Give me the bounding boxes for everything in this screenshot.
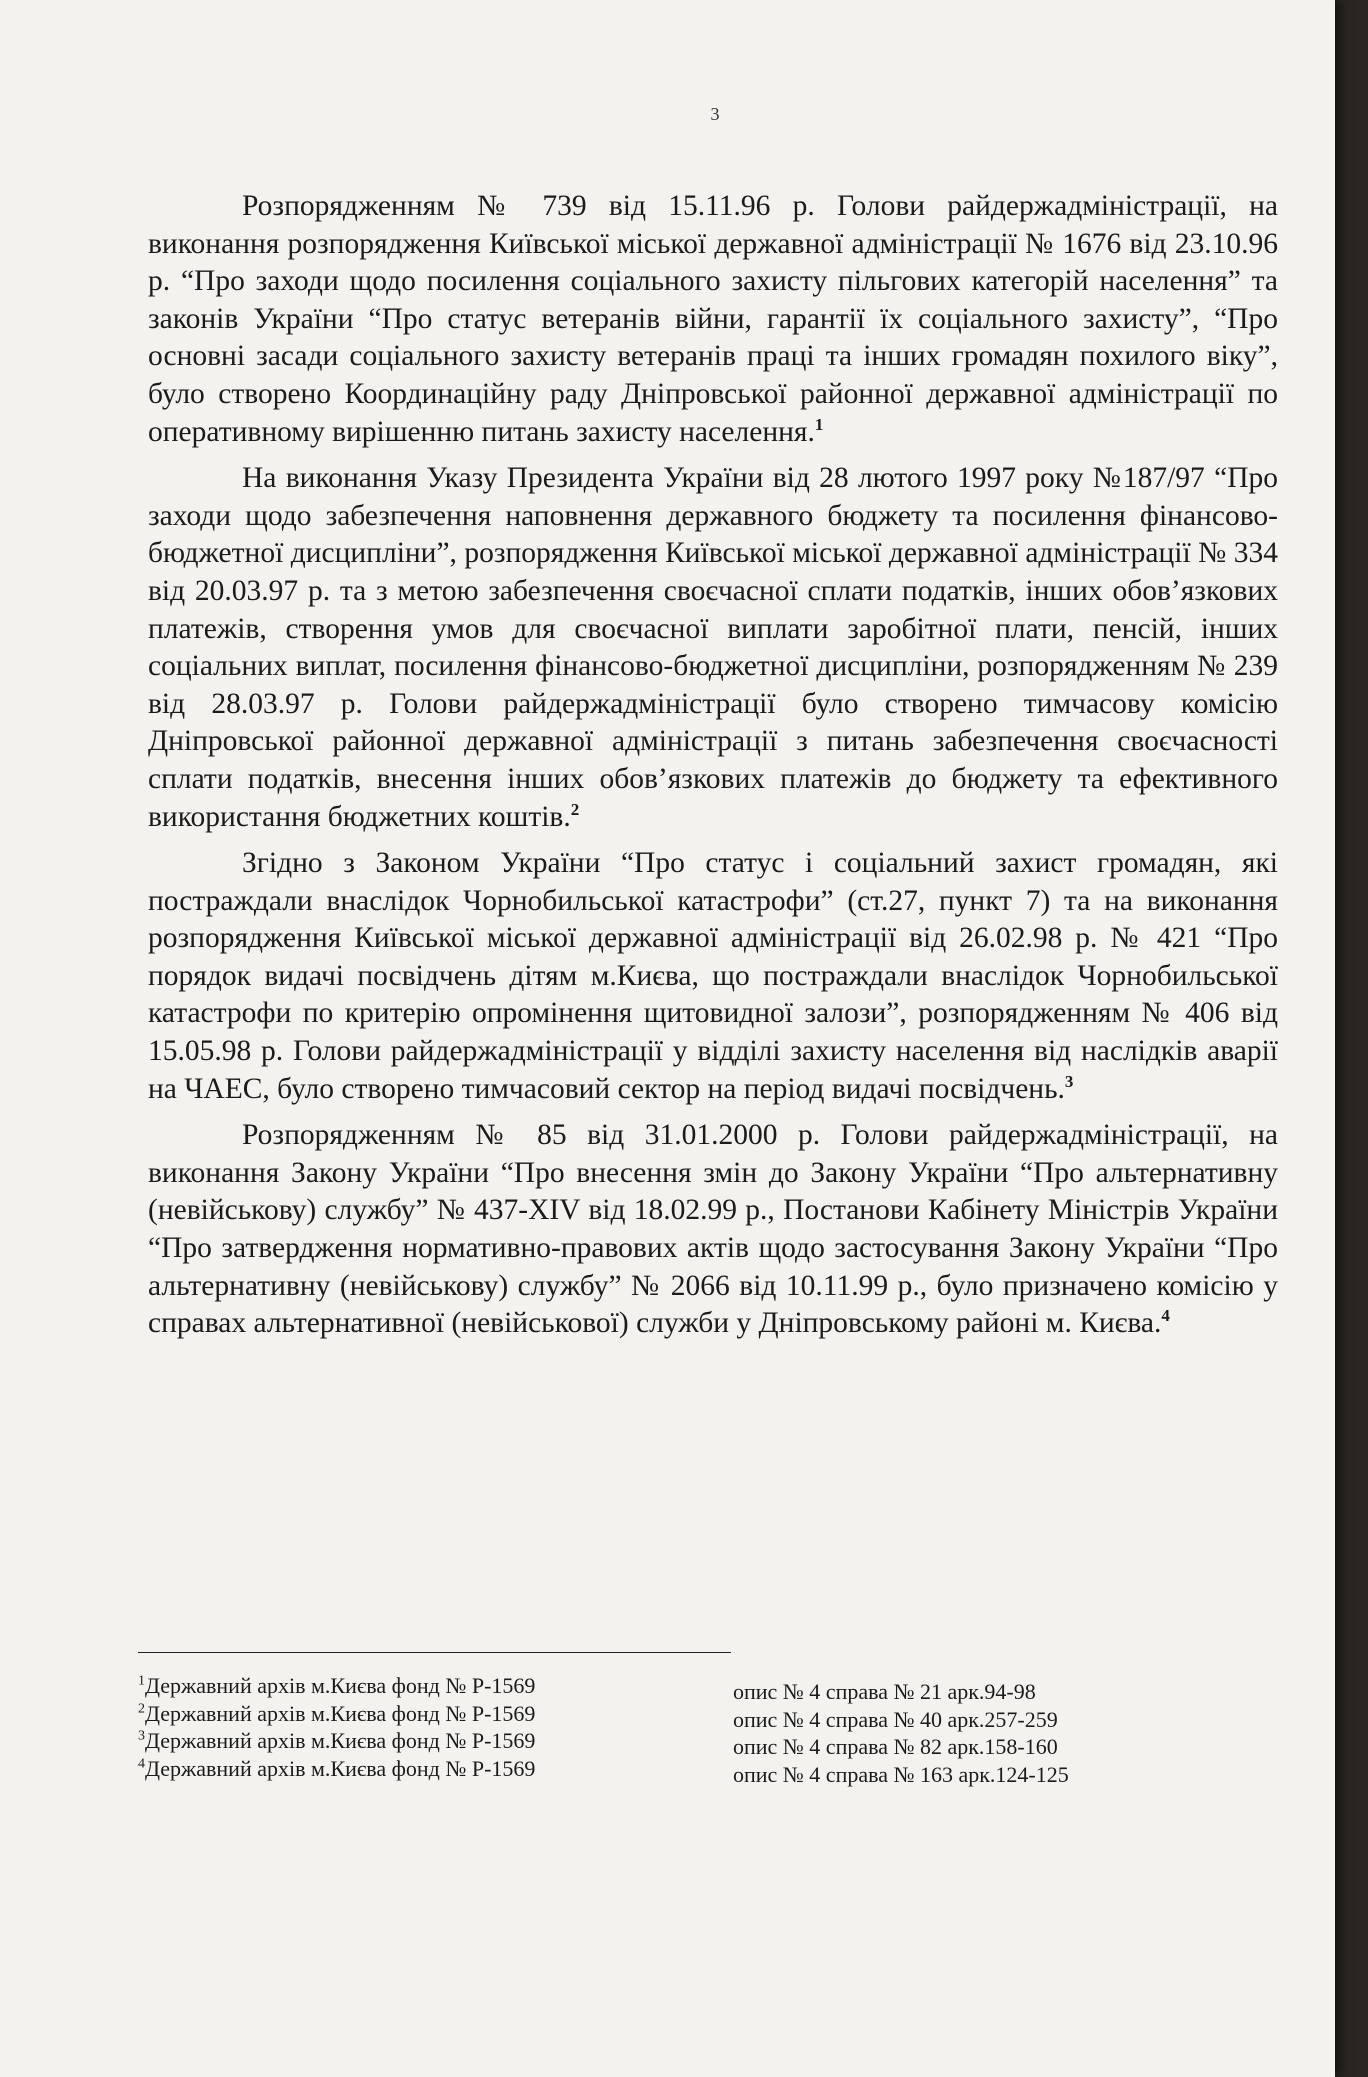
- footnote-ref: 1: [814, 414, 824, 434]
- footnote-ref: 4: [1161, 1306, 1170, 1326]
- footnote-source: [138, 1672, 535, 1700]
- footnote-source-text: Державний архів м.Києва фонд № Р-1569: [145, 1673, 536, 1698]
- paragraph-text: На виконання Указу Президента України від 28 лютого 1997 року №187/97 “Про заходи щодо забезпечення наповнення державного бюджету та посилення фінансово-бюджетної дисципліни”, розпорядження Київської міської державної адміністрації № 334 від 20.03.97 р. та з метою забезпечення своєчасної сплати податків, інших обов’язкових платежів, створення умов для своєчасної виплати заробітної плати, пенсій, інших соціальних виплат, посилення фінансово-бюджетної дисципліни, розпорядженням № 239 від 28.03.97 р. Голови райдержадміністрації було створено тимчасову комісію Дніпровської районної державної адміністрації з питань забезпечення своєчасності сплати податків, внесення інших обов’язкових платежів до бюджету та ефективного використання бюджетних коштів.: [148, 462, 1278, 833]
- footnote-ref: 2: [570, 799, 580, 819]
- body-text: [148, 188, 1278, 1352]
- footnote-ref: 3: [1064, 1071, 1074, 1091]
- footnote-source: [138, 1755, 535, 1783]
- paragraph: [148, 460, 1278, 836]
- paragraph-text: Розпорядженням № 739 від 15.11.96 р. Голови райдержадміністрації, на виконання розпорядження Київської міської державної адміністрації № 1676 від 23.10.96 р. “Про заходи щодо посилення соціального захисту пільгових категорій населення” та законів України “Про статус ветеранів війни, гарантії їх соціального захисту”, “Про основні засади соціального захисту ветеранів праці та інших громадян похилого віку”, було створено Координаційну раду Дніпровської районної державної адміністрації по оперативному вирішенню питань захисту населення.: [148, 190, 1278, 448]
- footnote-ref-text: опис № 4 справа № 40 арк.257-259: [733, 1706, 1058, 1732]
- paragraph-text: Розпорядженням № 85 від 31.01.2000 р. Голови райдержадміністрації, на виконання Закону України “Про внесення змін до Закону України “Про альтернативну (невійськову) службу” № 437-XIV від 18.02.99 р., Постанови Кабінету Міністрів України “Про затвердження нормативно-правових актів щодо застосування Закону України “Про альтернативну (невійськову) службу” № 2066 від 10.11.99 р., було призначено комісію у справах альтернативної (невійськової) служби у Дніпровському районі м. Києва.: [148, 1119, 1278, 1340]
- paragraph: [148, 845, 1278, 1108]
- paragraph: [148, 188, 1278, 451]
- footnote-mark: 3: [138, 1728, 145, 1744]
- footnote: [138, 1727, 1188, 1759]
- footnote-ref-text: опис № 4 справа № 163 арк.124-125: [733, 1761, 1069, 1787]
- footnote-source: [138, 1727, 535, 1755]
- footnote-source-text: Державний архів м.Києва фонд № Р-1569: [145, 1728, 536, 1753]
- footnote-source-text: Державний архів м.Києва фонд № Р-1569: [145, 1700, 536, 1726]
- page-number: 3: [710, 104, 720, 124]
- footnote: [138, 1755, 1188, 1787]
- footnote: [138, 1700, 1188, 1732]
- footnote-divider: [138, 1652, 731, 1653]
- footnote-mark: 4: [138, 1756, 145, 1772]
- footnote-source-text: Державний архів м.Києва фонд № Р-1569: [145, 1755, 536, 1781]
- footnote-mark: 2: [138, 1701, 145, 1717]
- footnote-mark: 1: [138, 1673, 145, 1689]
- footnote: [138, 1672, 1188, 1704]
- paragraph: [148, 1117, 1278, 1343]
- footnote-ref-text: опис № 4 справа № 82 арк.158-160: [733, 1734, 1058, 1759]
- footnote-source: [138, 1700, 535, 1728]
- paragraph-text: Згідно з Законом України “Про статус і соціальний захист громадян, які постраждали внаслідок Чорнобильської катастрофи” (ст.27, пункт 7) та на виконання розпорядження Київської міської державної адміністрації від 26.02.98 р. № 421 “Про порядок видачі посвідчень дітям м.Києва, що постраждали внаслідок Чорнобильської катастрофи по критерію опромінення щитовидної залози”, розпорядженням № 406 від 15.05.98 р. Голови райдержадміністрації у відділі захисту населення від наслідків аварії на ЧАЕС, було створено тимчасовий сектор на період видачі посвідчень.: [148, 847, 1278, 1105]
- footnotes: [138, 1672, 1188, 1787]
- footnote-ref-text: опис № 4 справа № 21 арк.94-98: [733, 1679, 1036, 1704]
